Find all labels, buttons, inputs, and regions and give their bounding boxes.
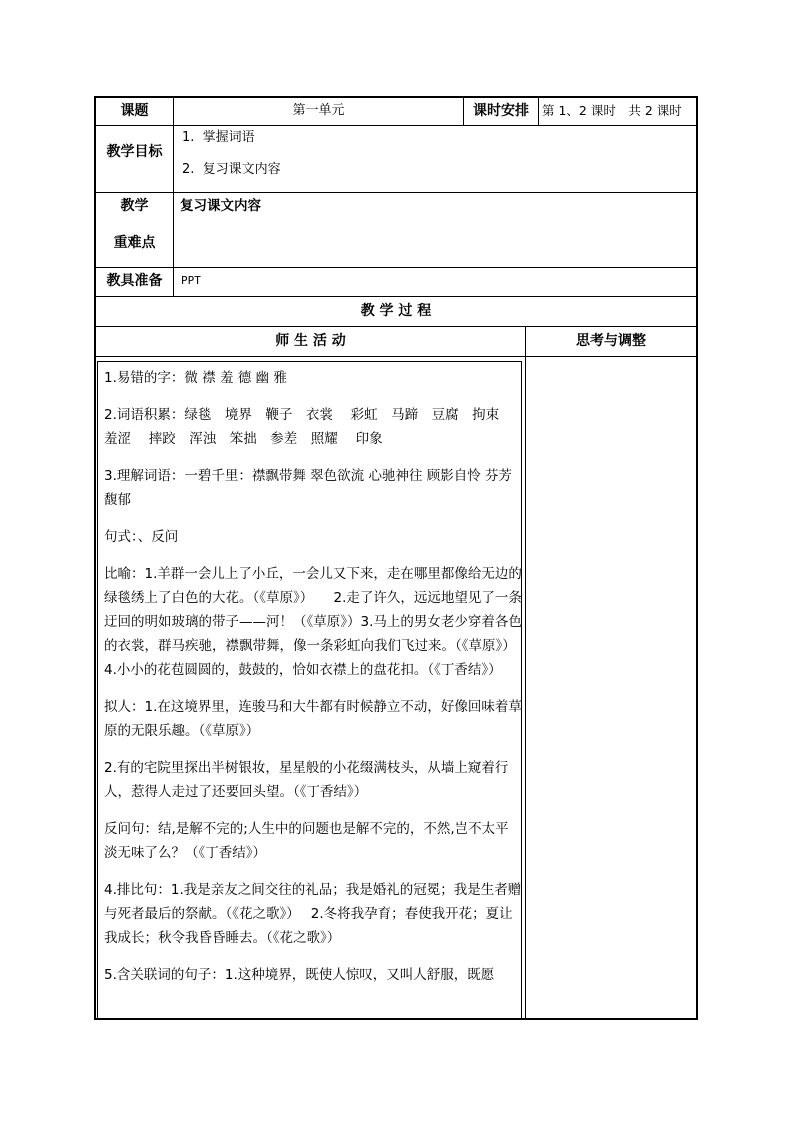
- rule-h1: [94, 125, 698, 126]
- content-paragraph-9: 4.排比句：1.我是亲友之间交往的礼品；我是婚礼的冠冕；我是生者赠与死者最后的祭献。（《花之歌》） 2.冬将我孕育；春使我开花；夏让我成长；秋令我昏昏睡去。（《花之歌》）: [104, 882, 522, 946]
- schedule-value: 第 1、2 课时 共 2 课时: [542, 103, 682, 118]
- activity-header: 师 生 活 动: [275, 333, 346, 349]
- content-paragraph-4: 句式：、反问: [104, 529, 179, 545]
- rule-h3: [94, 267, 698, 268]
- key-points-label-1: 教学: [120, 198, 149, 214]
- rule-v-activity: [525, 326, 526, 1020]
- materials-value: PPT: [181, 274, 201, 287]
- inner-box-left: [97, 361, 98, 1018]
- objective-item-2: 2. 复习课文内容: [182, 162, 281, 177]
- key-points-label-2: 重难点: [113, 235, 156, 251]
- content-paragraph-8: 反问句：结,是解不完的;人生中的问题也是解不完的，不然,岂不太平淡无味了么？（《丁香结》）: [104, 821, 509, 861]
- content-paragraph-1: 1.易错的字：微 襟 羞 德 幽 雅: [104, 370, 287, 386]
- reflection-header: 思考与调整: [576, 333, 646, 349]
- topic-label: 课题: [120, 103, 149, 119]
- rule-h2: [94, 192, 698, 193]
- border-bottom: [94, 1018, 698, 1020]
- rule-h6: [94, 356, 698, 357]
- materials-label: 教具准备: [106, 273, 163, 289]
- inner-box-top: [97, 361, 522, 362]
- border-right: [696, 96, 698, 1020]
- process-title: 教 学 过 程: [360, 303, 432, 319]
- content-paragraph-2: 2.词语积累：绿毯 境界 鞭子 衣裳 彩虹 马蹄 豆腐 拘束 羞涩 摔跤 浑浊 笨拙 参差 照耀 印象: [104, 407, 513, 447]
- content-paragraph-7: 2.有的宅院里探出半树银妆，星星般的小花缀满枝头，从墙上窥着行人，惹得人走过了还要回头望。（《丁香结》）: [104, 760, 509, 800]
- content-paragraph-5: 比喻：1.羊群一会儿上了小丘，一会儿又下来，走在哪里都像给无边的绿毯绣上了白色的大花。（《草原》） 2.走了许久，远远地望见了一条迂回的明如玻璃的带子——河！（《草原》）3.马上的男女老少穿着各色的衣裳，群马疾驰，襟飘带舞，像一条彩虹向我们飞过来。（《草原》）4.小小的花苞圆圆的，鼓鼓的，恰如衣襟上的盘花扣。（《丁香结》）: [104, 566, 522, 678]
- objective-item-1: 1. 掌握词语: [182, 130, 255, 145]
- objectives-label: 教学目标: [106, 144, 163, 160]
- content-paragraph-6: 拟人：1.在这境界里，连骏马和大牛都有时候静立不动，好像回味着草原的无限乐趣。（《草原》）: [104, 699, 522, 739]
- content-paragraph-3: 3.理解词语：一碧千里：襟飘带舞 翠色欲流 心驰神往 顾影自怜 芬芳馥郁: [104, 468, 513, 508]
- key-points-value: 复习课文内容: [180, 198, 261, 214]
- activity-content: [104, 366, 522, 1000]
- border-top: [94, 96, 698, 98]
- rule-v-label: [173, 96, 174, 296]
- rule-h5: [94, 326, 698, 327]
- rule-v-topic2: [538, 96, 539, 126]
- rule-h4: [94, 296, 698, 297]
- content-paragraph-10: 5.含关联词的句子：1.这种境界，既使人惊叹，又叫人舒服，既愿: [104, 967, 495, 983]
- topic-value: 第一单元: [292, 103, 345, 118]
- schedule-label: 课时安排: [473, 103, 529, 119]
